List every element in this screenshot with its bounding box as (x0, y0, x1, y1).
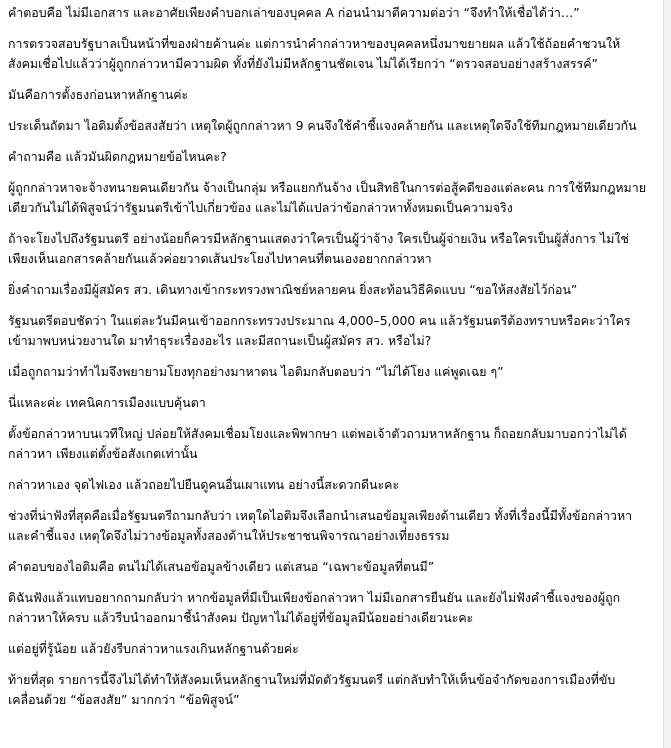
scroll-gutter (663, 0, 671, 748)
post-paragraph-18: ท้ายที่สุด รายการนี้จึงไม่ได้ทำให้สังคมเห็นหลักฐานใหม่ที่มัดตัวรัฐมนตรี แต่กลับทำให้เห็นข้อจำกัดของการเมืองที่ขับเคลื่อนด้วย “ข้อสงสัย” มากกว่า “ข้อพิสูจน์” (8, 672, 616, 707)
post-paragraph-9: รัฐมนตรีตอบชัดว่า ในแต่ละวันมีคนเข้าออกกระทรวงประมาณ 4,000–5,000 คน แล้วรัฐมนตรีต้องทราบหรือคะว่าใครเข้ามาพบหน่วยงานใด มาทำธุระเรื่องอะไร และมีสถานะเป็นผู้สมัคร สว. หรือไม่? (8, 313, 631, 348)
post-paragraph-11: นี่แหละค่ะ เทคนิคการเมืองแบบคุ้นตา (8, 395, 206, 410)
post-paragraph-12: ตั้งข้อกล่าวหาบนเวทีใหญ่ ปล่อยให้สังคมเชื่อมโยงและพิพากษา แต่พอเจ้าตัวถามหาหลักฐาน ก็ถอยกลับมาบอกว่าไม่ได้กล่าวหา เพียงแต่ตั้งข้อสังเกตเท่านั้น (8, 426, 627, 461)
post-paragraph-13: กล่าวหาเอง จุดไฟเอง แล้วถอยไปยืนดูคนอื่นเผาแทน อย่างนี้สะดวกดีนะคะ (8, 477, 400, 492)
post-paragraph-10: เมื่อถูกถามว่าทำไมจึงพยายามโยงทุกอย่างมาหาตน ไอติมกลับตอบว่า “ไม่ได้โยง แค่พูดเฉย ๆ” (8, 364, 504, 379)
post-paragraph-15: คำตอบของไอติมคือ ตนไม่ได้เสนอข้อมูลข้างเดียว แต่เสนอ “เฉพาะข้อมูลที่ตนมี” (8, 559, 435, 574)
post-paragraph-14: ช่วงที่น่าฟังที่สุดคือเมื่อรัฐมนตรีถามกลับว่า เหตุใดไอติมจึงเลือกนำเสนอข้อมูลเพียงด้านเดียว ทั้งที่เรื่องนี้มีทั้งข้อกล่าวหาและคำชี้แจง เหตุใดจึงไม่วางข้อมูลทั้งสองด้านให้ประชาชนพิจารณาอย่างเที่ยงธรรม (8, 508, 633, 543)
post-paragraph-16: ดิฉันฟังแล้วแทบอยากถามกลับว่า หากข้อมูลที่มีเป็นเพียงข้อกล่าวหา ไม่มีเอกสารยืนยัน และยังไม่ฟังคำชี้แจงของผู้ถูกกล่าวหาให้ครบ แล้วรีบนำออกมาชี้นำสังคม ปัญหาไม่ได้อยู่ที่ข้อมูลมีน้อยอย่างเดียวนะคะ (8, 590, 621, 625)
post-paragraph-6: ผู้ถูกกล่าวหาจะจ้างทนายคนเดียวกัน จ้างเป็นกลุ่ม หรือแยกกันจ้าง เป็นสิทธิในการต่อสู้คดีของแต่ละคน การใช้ทีมกฎหมายเดียวกันไม่ได้พิสูจน์ว่ารัฐมนตรีเข้าไปเกี่ยวข้อง และไม่ได้แปลว่าข้อกล่าวหาทั้งหมดเป็นความจริง (8, 180, 646, 215)
post-paragraph-3: มันคือการตั้งธงก่อนหาหลักฐานค่ะ (8, 87, 189, 102)
post-paragraph-17: แต่อยู่ที่รู้น้อย แล้วยังรีบกล่าวหาแรงเกินหลักฐานด้วยค่ะ (8, 641, 299, 656)
post-paragraph-2: การตรวจสอบรัฐบาลเป็นหน้าที่ของฝ่ายค้านค่ะ แต่การนำคำกล่าวหาของบุคคลหนึ่งมาขยายผล แล้วใช้ถ้อยคำชวนให้สังคมเชื่อไปแล้วว่าผู้ถูกกล่าวหามีความผิด ทั้งที่ยังไม่มีหลักฐานชัดเจน ไม่ได้เรียกว่า “ตรวจสอบอย่างสร้างสรรค์” (8, 36, 621, 71)
post-paragraph-7: ถ้าจะโยงไปถึงรัฐมนตรี อย่างน้อยก็ควรมีหลักฐานแสดงว่าใครเป็นผู้ว่าจ้าง ใครเป็นผู้จ่ายเงิน หรือใครเป็นผู้สั่งการ ไม่ใช่เพียงเห็นเอกสารคล้ายกันแล้วค่อยวาดเส้นประโยงไปหาคนที่ตนเองอยากกล่าวหา (8, 231, 629, 266)
post-paragraph-4: ประเด็นถัดมา ไอติมตั้งข้อสงสัยว่า เหตุใดผู้ถูกกล่าวหา 9 คนจึงใช้คำชี้แจงคล้ายกัน และเหตุใดจึงใช้ทีมกฎหมายเดียวกัน (8, 118, 637, 133)
post-paragraph-1: คำตอบคือ ไม่มีเอกสาร และอาศัยเพียงคำบอกเล่าของบุคคล A ก่อนนำมาตีความต่อว่า “จึงทำให้เชื่อได้ว่า…” (8, 5, 580, 20)
post-paragraph-5: คำถามคือ แล้วมันผิดกฎหมายข้อไหนคะ? (8, 149, 227, 164)
post-paragraph-8: ยิ่งคำถามเรื่องมีผู้สมัคร สว. เดินทางเข้ากระทรวงพาณิชย์หลายคน ยิ่งสะท้อนวิธีคิดแบบ “ขอให้สงสัยไว้ก่อน” (8, 282, 578, 297)
